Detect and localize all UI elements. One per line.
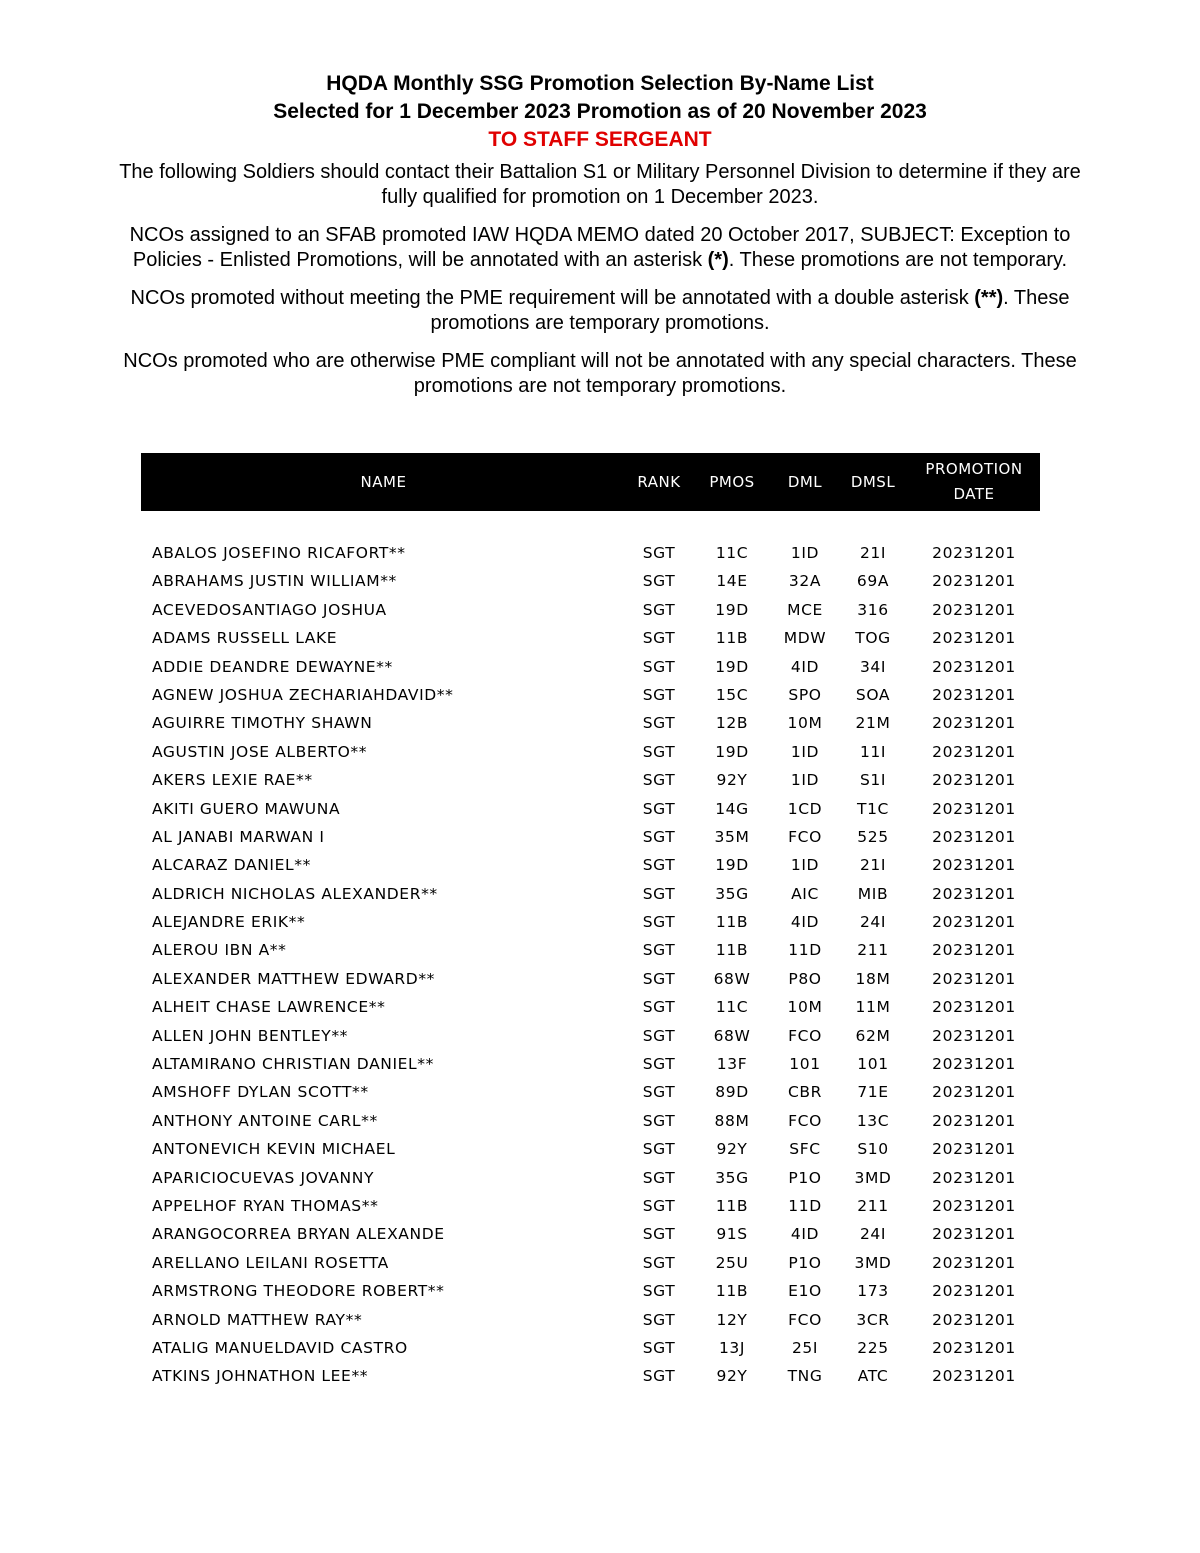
soldier-name-cell: ABALOS JOSEFINO RICAFORT** (152, 544, 406, 562)
dml-cell: FCO (788, 1026, 822, 1045)
rank-cell: SGT (642, 1338, 676, 1357)
dmsl-cell: 101 (857, 1055, 889, 1074)
table-row (141, 1107, 1040, 1135)
rank-cell: SGT (642, 1168, 676, 1187)
dmsl-cell: 71E (857, 1083, 889, 1102)
dmsl-cell: ATC (857, 1367, 889, 1386)
promotion-date-cell: 20231201 (932, 799, 1016, 818)
soldier-name-cell: AGUIRRE TIMOTHY SHAWN (152, 714, 373, 733)
table-row (141, 709, 1040, 737)
promotion-date-cell: 20231201 (932, 544, 1016, 562)
soldier-name-cell: AKERS LEXIE RAE** (152, 771, 313, 790)
promotion-date-cell: 20231201 (932, 714, 1016, 733)
pmos-cell: 13J (718, 1338, 746, 1357)
pmos-cell: 11C (715, 998, 749, 1017)
header-name: NAME (360, 473, 407, 491)
table-row (141, 1192, 1040, 1220)
header-dmsl: DMSL (850, 473, 896, 491)
dmsl-cell: 173 (857, 1282, 889, 1301)
rank-cell: SGT (642, 1367, 676, 1386)
dml-cell: 10M (787, 998, 823, 1017)
promotion-date-cell: 20231201 (932, 657, 1016, 676)
dml-cell: SFC (789, 1140, 821, 1159)
rank-cell: SGT (642, 913, 676, 932)
table-row (141, 738, 1040, 766)
pmos-cell: 11B (715, 1196, 749, 1215)
dmsl-cell: 62M (855, 1026, 891, 1045)
dml-cell: 1ID (790, 856, 820, 875)
pmos-cell: 35M (714, 827, 750, 846)
table-row (141, 1334, 1040, 1362)
rank-cell: SGT (642, 799, 676, 818)
table-row (141, 993, 1040, 1021)
rank-cell: SGT (642, 572, 676, 591)
dml-cell: 1ID (790, 771, 820, 790)
dmsl-cell: 21I (859, 544, 887, 562)
promotion-date-cell: 20231201 (932, 1111, 1016, 1130)
dml-cell: 25I (791, 1338, 819, 1357)
dmsl-cell: S1I (859, 771, 887, 790)
pmos-cell: 92Y (716, 771, 748, 790)
promotion-date-cell: 20231201 (932, 572, 1016, 591)
dml-cell: CBR (787, 1083, 823, 1102)
soldier-name-cell: ALCARAZ DANIEL** (152, 856, 311, 875)
table-row (141, 567, 1040, 595)
promotion-date-cell: 20231201 (932, 1225, 1016, 1244)
rank-cell: SGT (642, 1225, 676, 1244)
document-header (100, 70, 1100, 399)
rank-cell: SGT (642, 1196, 676, 1215)
pmos-cell: 11B (715, 1282, 749, 1301)
soldier-name-cell: AL JANABI MARWAN I (152, 827, 325, 846)
table-row (141, 823, 1040, 851)
pmos-cell: 25U (715, 1253, 749, 1272)
dmsl-cell: 11M (855, 998, 891, 1017)
table-row (141, 1220, 1040, 1248)
dml-cell: 10M (787, 714, 823, 733)
pmos-cell: 12B (715, 714, 749, 733)
dml-cell: MCE (787, 600, 823, 619)
pmos-cell: 19D (715, 600, 749, 619)
sfab-asterisk-note: NCOs assigned to an SFAB promoted IAW HQDA MEMO dated 20 October 2017, SUBJECT: Exception to Policies - Enlisted Promotions, will be annotated with an asterisk (*). These promotions are not temporary. (129, 224, 1071, 271)
rank-cell: SGT (642, 742, 676, 761)
table-row (141, 1022, 1040, 1050)
list-title: HQDA Monthly SSG Promotion Selection By-Name List (326, 72, 874, 95)
rank-cell: SGT (642, 1026, 676, 1045)
soldier-name-cell: ALDRICH NICHOLAS ALEXANDER** (152, 884, 438, 903)
soldier-name-cell: AMSHOFF DYLAN SCOTT** (152, 1083, 369, 1102)
table-row (141, 596, 1040, 624)
soldier-name-cell: ARELLANO LEILANI ROSETTA (152, 1253, 389, 1272)
soldier-name-cell: ARNOLD MATTHEW RAY** (152, 1310, 363, 1329)
pmos-cell: 14G (715, 799, 749, 818)
dml-cell: 1ID (790, 544, 820, 562)
dml-cell: SPO (788, 685, 822, 704)
dml-cell: 1ID (790, 742, 820, 761)
dmsl-cell: TOG (855, 629, 891, 648)
pmos-cell: 13F (716, 1055, 748, 1074)
dml-cell: TNG (787, 1367, 823, 1386)
dmsl-cell: 211 (857, 941, 889, 960)
header-promotion-date: PROMOTION DATE (925, 460, 1023, 503)
dml-cell: 1CD (787, 799, 823, 818)
list-subtitle: Selected for 1 December 2023 Promotion as of 20 November 2023 (273, 100, 927, 123)
dmsl-cell: 24I (859, 913, 887, 932)
dmsl-cell: 211 (857, 1196, 889, 1215)
rank-cell: SGT (642, 1253, 676, 1272)
table-row (141, 1078, 1040, 1106)
soldier-name-cell: ANTHONY ANTOINE CARL** (152, 1111, 378, 1130)
dml-cell: MDW (783, 629, 827, 648)
dml-cell: 4ID (790, 913, 820, 932)
table-body (141, 539, 1040, 1391)
pme-double-asterisk-note: NCOs promoted without meeting the PME requirement will be annotated with a double asterisk (**). These promotions are temporary promotions. (130, 287, 1070, 334)
dmsl-cell: 3MD (854, 1168, 892, 1187)
rank-cell: SGT (642, 544, 676, 562)
soldier-name-cell: ADDIE DEANDRE DEWAYNE** (152, 657, 393, 676)
dmsl-cell: 11I (859, 742, 887, 761)
pmos-cell: 11B (715, 629, 749, 648)
dmsl-cell: 3MD (854, 1253, 892, 1272)
pmos-cell: 19D (715, 742, 749, 761)
table-header (141, 453, 1040, 511)
dml-cell: 101 (789, 1055, 821, 1074)
table-row (141, 908, 1040, 936)
promotion-date-cell: 20231201 (932, 1026, 1016, 1045)
promotion-date-cell: 20231201 (932, 1196, 1016, 1215)
rank-cell: SGT (642, 856, 676, 875)
soldier-name-cell: APPELHOF RYAN THOMAS** (152, 1196, 379, 1215)
table-row (141, 1135, 1040, 1163)
dml-cell: 4ID (790, 657, 820, 676)
promotion-grade-title: TO STAFF SERGEANT (488, 128, 712, 151)
soldier-name-cell: ALEXANDER MATTHEW EDWARD** (152, 969, 436, 988)
rank-cell: SGT (642, 1111, 676, 1130)
pmos-cell: 35G (715, 884, 749, 903)
rank-cell: SGT (642, 1310, 676, 1329)
rank-cell: SGT (642, 827, 676, 846)
promotion-date-cell: 20231201 (932, 1282, 1016, 1301)
dml-cell: 11D (788, 941, 822, 960)
promotion-date-cell: 20231201 (932, 1310, 1016, 1329)
dml-cell: P8O (788, 969, 822, 988)
soldier-name-cell: ALLEN JOHN BENTLEY** (152, 1026, 349, 1045)
dml-cell: 11D (788, 1196, 822, 1215)
soldier-name-cell: ALHEIT CHASE LAWRENCE** (152, 998, 386, 1017)
soldier-name-cell: APARICIOCUEVAS JOVANNY (152, 1168, 375, 1187)
soldier-name-cell: ALTAMIRANO CHRISTIAN DANIEL** (152, 1055, 434, 1074)
table-row (141, 653, 1040, 681)
table-row (141, 1362, 1040, 1390)
table-row (141, 1050, 1040, 1078)
pmos-cell: 19D (715, 856, 749, 875)
pmos-cell: 35G (715, 1168, 749, 1187)
pmos-cell: 68W (713, 1026, 751, 1045)
promotion-date-cell: 20231201 (932, 1367, 1016, 1386)
table-row (141, 624, 1040, 652)
pmos-cell: 15C (715, 685, 749, 704)
dmsl-cell: 69A (856, 572, 890, 591)
rank-cell: SGT (642, 941, 676, 960)
pmos-cell: 11C (715, 544, 749, 562)
dmsl-cell: 525 (857, 827, 889, 846)
soldier-name-cell: ATKINS JOHNATHON LEE** (152, 1367, 369, 1386)
pmos-cell: 12Y (716, 1310, 748, 1329)
promotion-date-cell: 20231201 (932, 685, 1016, 704)
soldier-name-cell: AKITI GUERO MAWUNA (152, 799, 341, 818)
dmsl-cell: SOA (855, 685, 891, 704)
promotion-date-cell: 20231201 (932, 1140, 1016, 1159)
rank-cell: SGT (642, 884, 676, 903)
table-row (141, 539, 1040, 567)
table-row (141, 880, 1040, 908)
dml-cell: AIC (791, 884, 819, 903)
table-row (141, 1277, 1040, 1305)
pmos-cell: 68W (713, 969, 751, 988)
table-row (141, 851, 1040, 879)
dml-cell: FCO (788, 827, 822, 846)
table-row (141, 965, 1040, 993)
rank-cell: SGT (642, 998, 676, 1017)
rank-cell: SGT (642, 1083, 676, 1102)
dml-cell: P1O (788, 1168, 822, 1187)
dml-cell: 4ID (790, 1225, 820, 1244)
dml-cell: E1O (788, 1282, 822, 1301)
table-row (141, 1249, 1040, 1277)
soldier-name-cell: AGNEW JOSHUA ZECHARIAHDAVID** (152, 685, 454, 704)
promotion-date-cell: 20231201 (932, 600, 1016, 619)
dmsl-cell: 24I (859, 1225, 887, 1244)
dmsl-cell: 34I (859, 657, 887, 676)
pmos-cell: 19D (715, 657, 749, 676)
dmsl-cell: 225 (857, 1338, 889, 1357)
rank-cell: SGT (642, 657, 676, 676)
promotion-date-cell: 20231201 (932, 1083, 1016, 1102)
promotion-date-cell: 20231201 (932, 941, 1016, 960)
soldier-name-cell: ANTONEVICH KEVIN MICHAEL (152, 1140, 396, 1159)
soldier-name-cell: ABRAHAMS JUSTIN WILLIAM** (152, 572, 397, 591)
promotion-date-cell: 20231201 (932, 771, 1016, 790)
promotion-date-cell: 20231201 (932, 998, 1016, 1017)
table-row (141, 1164, 1040, 1192)
soldier-name-cell: ACEVEDOSANTIAGO JOSHUA (152, 600, 387, 619)
promotion-date-cell: 20231201 (932, 629, 1016, 648)
pmos-cell: 92Y (716, 1367, 748, 1386)
dml-cell: FCO (788, 1310, 822, 1329)
promotion-date-cell: 20231201 (932, 1253, 1016, 1272)
pme-compliant-note: NCOs promoted who are otherwise PME compliant will not be annotated with any special characters. These promotions are not temporary promotions. (123, 350, 1077, 397)
dml-cell: 32A (788, 572, 822, 591)
pmos-cell: 11B (715, 913, 749, 932)
table-row (141, 795, 1040, 823)
rank-cell: SGT (642, 771, 676, 790)
table-row (141, 936, 1040, 964)
promotion-date-cell: 20231201 (932, 913, 1016, 932)
pmos-cell: 88M (714, 1111, 750, 1130)
rank-cell: SGT (642, 1140, 676, 1159)
dml-cell: FCO (788, 1111, 822, 1130)
table-row (141, 766, 1040, 794)
dmsl-cell: S10 (857, 1140, 889, 1159)
soldier-name-cell: ALEROU IBN A** (152, 941, 287, 960)
dmsl-cell: 13C (856, 1111, 890, 1130)
soldier-name-cell: ARMSTRONG THEODORE ROBERT** (152, 1282, 445, 1301)
promotion-date-cell: 20231201 (932, 1338, 1016, 1357)
soldier-name-cell: ADAMS RUSSELL LAKE (152, 629, 338, 648)
soldier-name-cell: ALEJANDRE ERIK** (152, 913, 306, 932)
rank-cell: SGT (642, 1282, 676, 1301)
dmsl-cell: 3CR (856, 1310, 890, 1329)
pmos-cell: 91S (716, 1225, 748, 1244)
promotion-date-cell: 20231201 (932, 827, 1016, 846)
instruction-paragraph: The following Soldiers should contact their Battalion S1 or Military Personnel Division to determine if they are fully qualified for promotion on 1 December 2023. (119, 161, 1081, 208)
table-row (141, 681, 1040, 709)
promotion-date-cell: 20231201 (932, 884, 1016, 903)
dmsl-cell: 21I (859, 856, 887, 875)
dmsl-cell: 316 (857, 600, 889, 619)
rank-cell: SGT (642, 969, 676, 988)
pmos-cell: 92Y (716, 1140, 748, 1159)
pmos-cell: 11B (715, 941, 749, 960)
header-pmos: PMOS (709, 473, 755, 491)
promotion-date-cell: 20231201 (932, 1168, 1016, 1187)
dmsl-cell: MIB (857, 884, 889, 903)
promotion-date-cell: 20231201 (932, 856, 1016, 875)
pmos-cell: 14E (716, 572, 748, 591)
rank-cell: SGT (642, 1055, 676, 1074)
promotion-table (141, 453, 1040, 1386)
dmsl-cell: T1C (857, 799, 889, 818)
dmsl-cell: 21M (855, 714, 891, 733)
promotion-date-cell: 20231201 (932, 742, 1016, 761)
header-rank: RANK (637, 473, 681, 491)
soldier-name-cell: ATALIG MANUELDAVID CASTRO (152, 1338, 408, 1357)
dmsl-cell: 18M (855, 969, 891, 988)
soldier-name-cell: AGUSTIN JOSE ALBERTO** (152, 742, 368, 761)
rank-cell: SGT (642, 629, 676, 648)
rank-cell: SGT (642, 600, 676, 619)
promotion-date-cell: 20231201 (932, 1055, 1016, 1074)
header-dml: DML (787, 473, 823, 491)
rank-cell: SGT (642, 685, 676, 704)
rank-cell: SGT (642, 714, 676, 733)
table-row (141, 1306, 1040, 1334)
pmos-cell: 89D (715, 1083, 749, 1102)
dml-cell: P1O (788, 1253, 822, 1272)
promotion-date-cell: 20231201 (932, 969, 1016, 988)
soldier-name-cell: ARANGOCORREA BRYAN ALEXANDE (152, 1225, 445, 1244)
